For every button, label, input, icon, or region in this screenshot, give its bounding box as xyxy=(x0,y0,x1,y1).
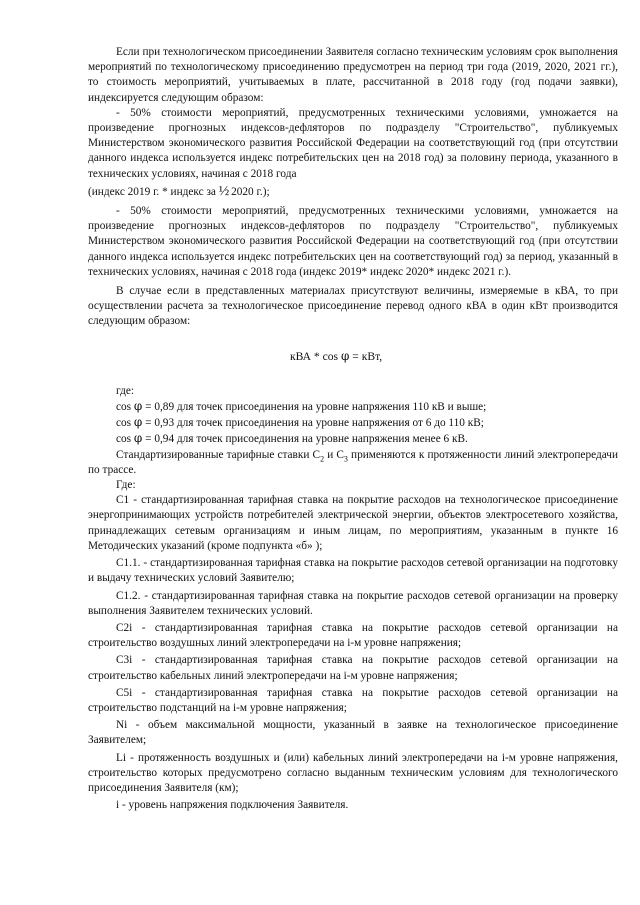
where-label-2: Где: xyxy=(116,479,136,492)
phi-symbol: φ xyxy=(133,415,143,430)
definition-c1: С1 - стандартизированная тарифная ставка на покрытие расходов на технологическое присоединение энергопринимающих устройств потребителей электрической энергии, объектов электросетевого хозяйства, принадлежащих сетевым организациям и иным лицам, по мероприятиям, указанным в пункте 16 Методических указаний (кроме подпункта «б» ); xyxy=(88,494,618,552)
cos-value-1: = 0,89 для точек присоединения на уровне напряжения 110 кВ и выше; xyxy=(145,401,487,414)
definition-c1-2: С1.2. - стандартизированная тарифная ставка на покрытие расходов сетевой организации на проверку выполнения Заявителем технических условий. xyxy=(88,589,618,617)
subscript-2: 2 xyxy=(320,453,325,463)
paragraph-standard-rates xyxy=(88,448,618,478)
cos-label: cos xyxy=(116,433,132,446)
formula-left: кВА * cos xyxy=(290,349,339,363)
document-body xyxy=(88,45,618,813)
conversion-formula xyxy=(290,349,618,364)
std-text-c: применяются к протяженности линий электропередачи по трассе. xyxy=(88,448,618,476)
paragraph-intro: Если при технологическом присоединении Заявителя согласно техническим условиям срок выполнения мероприятий по технологическому присоединению предусмотрен на период три года (2019, 2020, 2021 гг.), то стоимость мероприятий, учитываемых в плате, рассчитанной в 2018 году (год подачи заявки), индексируется следующим образом: xyxy=(88,46,618,104)
phi-symbol: φ xyxy=(133,399,143,414)
paragraph-kva-conversion: В случае если в представленных материалах присутствуют величины, измеряемые в кВА, то при осуществлении расчета за технологическое присоединение перевод одного кВА в один кВт производится следующим образом: xyxy=(88,285,618,328)
paragraph-full-period: - 50% стоимости мероприятий, предусмотренных техническими условиями, умножается на произведение прогнозных индексов-дефляторов по подразделу "Строительство", публикуемых Министерством экономического развития Российской Федерации на соответствующий год (при отсутствии данного индекса используется индекс потребительских цен на соответствующий год) за период, указанный в технических условиях, начиная с 2018 года (индекс 2019* индекс 2020* индекс 2021 г.). xyxy=(88,205,618,278)
paragraph-half-period-index xyxy=(88,184,618,200)
cos-phi-line-2 xyxy=(88,415,618,431)
cos-phi-line-1 xyxy=(88,399,618,415)
definition-c5i: С5i - стандартизированная тарифная ставка на покрытие расходов сетевой организации на строительство подстанций на i-м уровне напряжения; xyxy=(88,686,618,714)
cos-phi-line-3 xyxy=(88,431,618,447)
cos-label: cos xyxy=(116,417,132,430)
definition-c1-1: С1.1. - стандартизированная тарифная ставка на покрытие расходов сетевой организации на подготовку и выдачу технических условий Заявителю; xyxy=(88,557,618,585)
cos-value-2: = 0,93 для точек присоединения на уровне напряжения от 6 до 110 кВ; xyxy=(145,417,484,430)
definition-li: Li - протяженность воздушных и (или) кабельных линий электропередачи на i-м уровне напряжения, строительство которых предусмотрено согласно выданным техническим условиям для технологического присоединения Заявителя (км); xyxy=(88,751,618,794)
std-text-a: Стандартизированные тарифные ставки С xyxy=(116,448,321,461)
index-text-end: 2020 г.); xyxy=(231,185,270,198)
phi-symbol: φ xyxy=(340,348,350,363)
where-label: где: xyxy=(116,384,134,397)
definition-i: i - уровень напряжения подключения Заявителя. xyxy=(116,799,349,812)
definition-c3i: С3i - стандартизированная тарифная ставка на покрытие расходов сетевой организации на строительство кабельных линий электропередачи на i-м уровне напряжения; xyxy=(88,654,618,682)
std-text-b: и С xyxy=(324,448,344,461)
formula-right: = кВт, xyxy=(352,349,383,363)
definition-c2i: С2i - стандартизированная тарифная ставка на покрытие расходов сетевой организации на строительство воздушных линий электропередачи на i-м уровне напряжения; xyxy=(88,621,618,650)
index-text-start: (индекс 2019 г. * индекс за xyxy=(88,185,216,198)
phi-symbol: φ xyxy=(133,431,143,446)
cos-value-3: = 0,94 для точек присоединения на уровне напряжения менее 6 кВ. xyxy=(145,433,468,446)
subscript-3: 3 xyxy=(343,453,348,463)
definition-ni: Ni - объем максимальной мощности, указанный в заявке на технологическое присоединение Заявителем; xyxy=(88,719,618,747)
one-half-fraction: ½ xyxy=(218,183,229,199)
paragraph-half-period: - 50% стоимости мероприятий, предусмотренных техническими условиями, умножается на произведение прогнозных индексов-дефляторов по подразделу "Строительство", публикуемых Министерством экономического развития Российской Федерации на соответствующий год (при отсутствии данного индекса используется индекс потребительских цен на 2018 год) за половину периода, указанного в технических условиях, начиная с 2018 года xyxy=(88,106,618,180)
cos-label: cos xyxy=(116,401,132,414)
